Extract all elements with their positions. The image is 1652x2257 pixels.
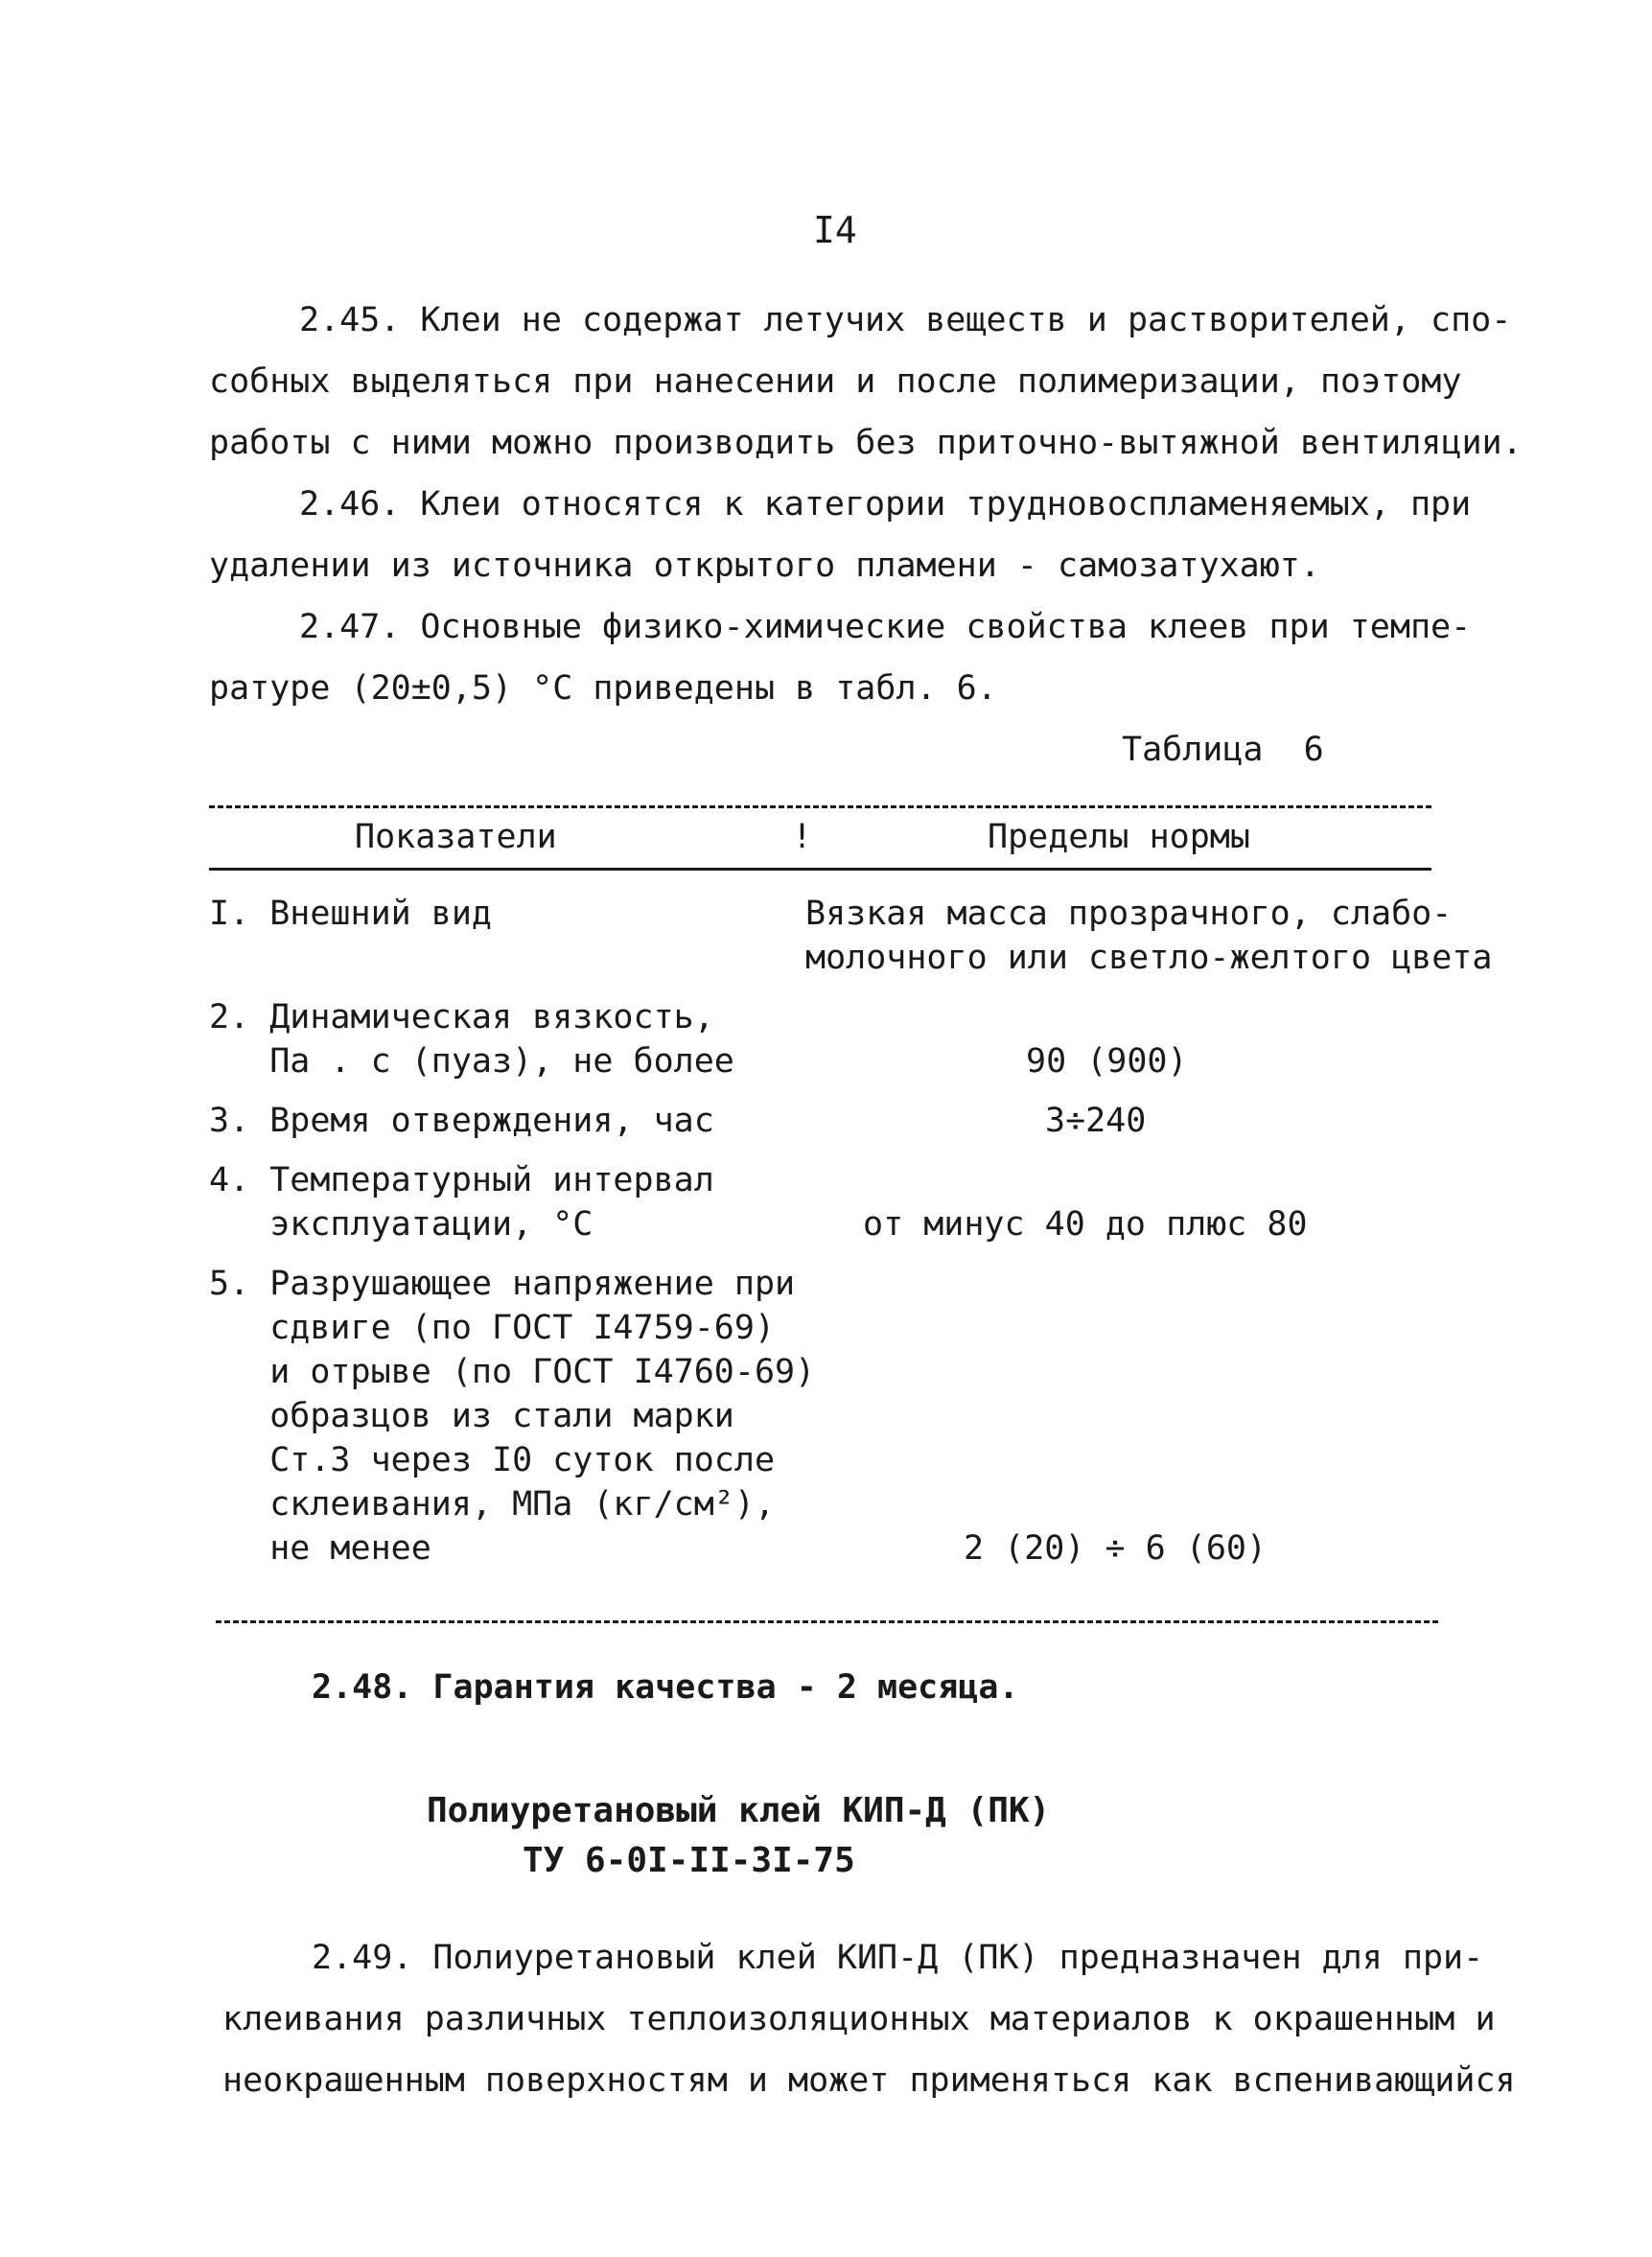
table-row-5-indicator-line-7: не менее — [209, 1529, 431, 1568]
table-row-3-value: 3÷240 — [1045, 1102, 1147, 1140]
table-row-2-value: 90 (900) — [1026, 1042, 1188, 1081]
table-row-4-value: от минус 40 до плюс 80 — [863, 1205, 1308, 1244]
table-caption: Таблица 6 — [1122, 731, 1324, 769]
table-row-5-indicator-line-5: Ст.3 через I0 суток после — [209, 1441, 776, 1479]
paragraph-2-48: 2.48. Гарантия качества - 2 месяца. — [312, 1668, 1019, 1707]
paragraph-2-46-line-1: 2.46. Клеи относятся к категории трудновоспламеняемых, при — [299, 485, 1472, 524]
table-header-indicators: Показатели — [355, 818, 557, 856]
page-number: I4 — [813, 209, 857, 251]
table-row-2-indicator-line-2: Па . с (пуаз), не более — [209, 1042, 734, 1081]
table-row-2-indicator-line-1: 2. Динамическая вязкость, — [209, 998, 714, 1036]
table-row-4-indicator-line-1: 4. Температурный интервал — [209, 1161, 714, 1199]
table-header-rule — [209, 868, 1431, 871]
table-row-5-indicator-line-6: склеивания, МПа (кг/см²), — [209, 1485, 776, 1524]
table-row-1-value-line-2: молочного или светло-желтого цвета — [805, 939, 1493, 977]
table-row-5-value: 2 (20) ÷ 6 (60) — [964, 1529, 1268, 1568]
table-header-separator: ! — [792, 818, 813, 856]
paragraph-2-45-line-2: собных выделяться при нанесении и после полимеризации, поэтому — [209, 362, 1462, 401]
table-row-5-indicator-line-4: образцов из стали марки — [209, 1397, 734, 1435]
table-row-1-indicator: I. Внешний вид — [209, 895, 493, 933]
paragraph-2-45-line-3: работы с ними можно производить без приточно-вытяжной вентиляции. — [209, 424, 1523, 462]
paragraph-2-49-line-1: 2.49. Полиуретановый клей КИП-Д (ПК) предназначен для при- — [312, 1939, 1484, 1977]
table-row-3-indicator: 3. Время отверждения, час — [209, 1102, 714, 1140]
paragraph-2-49-line-3: неокрашенным поверхностям и может применяться как вспенивающийся — [222, 2061, 1516, 2100]
paragraph-2-45-line-1: 2.45. Клеи не содержат летучих веществ и растворителей, спо- — [299, 301, 1512, 339]
table-top-rule — [209, 805, 1431, 808]
table-row-5-indicator-line-3: и отрыве (по ГОСТ I4760-69) — [209, 1353, 816, 1391]
table-row-1-value-line-1: Вязкая масса прозрачного, слабо- — [805, 895, 1453, 933]
table-header-limits: Пределы нормы — [988, 818, 1250, 856]
section-subtitle: ТУ 6-0I-II-3I-75 — [523, 1841, 855, 1880]
table-row-4-indicator-line-2: эксплуатации, °С — [209, 1205, 593, 1244]
table-row-5-indicator-line-2: сдвиге (по ГОСТ I4759-69) — [209, 1309, 776, 1347]
table-bottom-rule — [216, 1620, 1438, 1623]
table-row-5-indicator-line-1: 5. Разрушающее напряжение при — [209, 1265, 796, 1303]
paragraph-2-47-line-1: 2.47. Основные физико-химические свойства клеев при темпе- — [299, 608, 1472, 646]
paragraph-2-47-line-2: ратуре (20±0,5) °С приведены в табл. 6. — [209, 669, 997, 708]
section-title: Полиуретановый клей КИП-Д (ПК) — [427, 1791, 1051, 1830]
paragraph-2-49-line-2: клеивания различных теплоизоляционных материалов к окрашенным и — [222, 2000, 1496, 2038]
paragraph-2-46-line-2: удалении из источника открытого пламени - самозатухают. — [209, 547, 1320, 585]
